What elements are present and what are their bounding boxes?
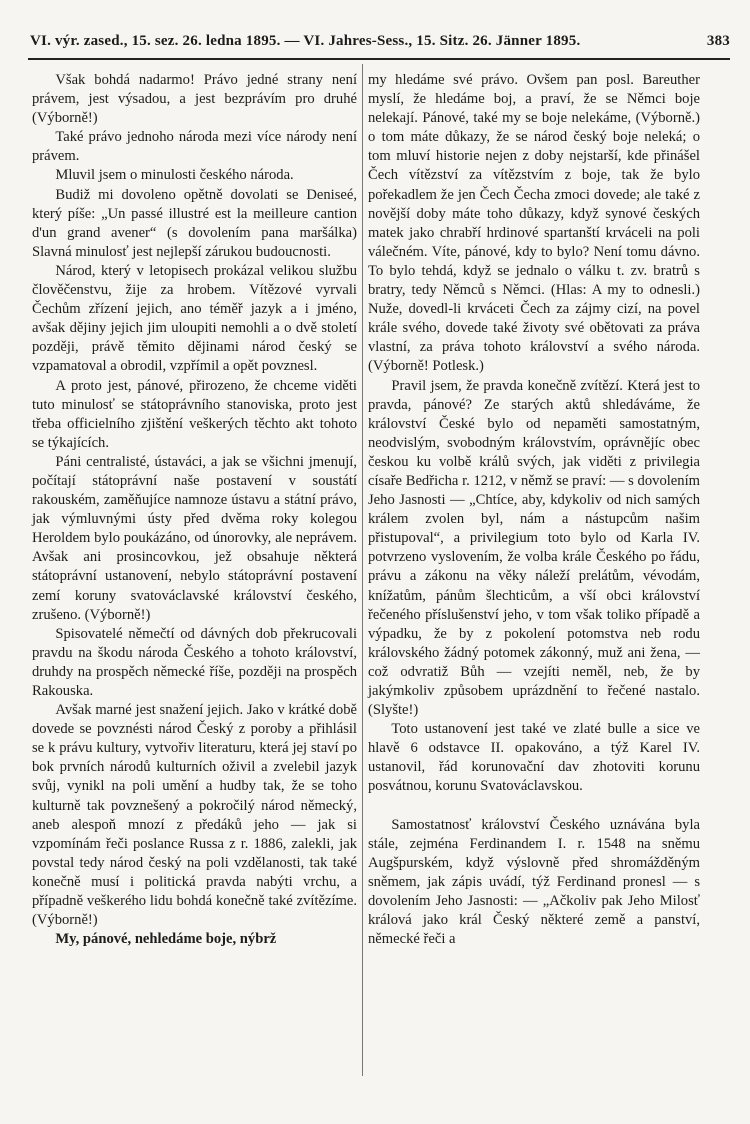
left-paragraph-10 — [32, 930, 357, 949]
left-paragraph-7: Páni centralisté, ústaváci, a jak se všichni jmenují, počítají státoprávní naše postavení v soustátí rakouském, zaměňujíce namnoze ústavu a státní právo, jak výmluvnými ústy před dvěma roky kolegou Heroldem bylo poukázáno, od únorovky, ale neprávem. Avšak ani prosincovkou, jež obsahuje některá státoprávní ustanovení, nebylo státoprávní postavení zemí koruny svatováclavské království českého, zrušeno. (Výborně!) — [32, 453, 357, 623]
running-header — [30, 33, 730, 59]
column-divider — [362, 64, 363, 1076]
left-paragraph-2: Také právo jednoho národa mezi více národy není právem. — [32, 129, 357, 165]
left-paragraph-8: Spisovatelé němečtí od dávných dob překrucovali pravdu na škodu národa Českého a tohoto království, druhdy na prospěch německé říše, později na prospěch Rakouska. — [32, 625, 357, 699]
right-paragraph-3: Toto ustanovení jest také ve zlaté bulle a sice ve hlavě 6 odstavce II. opakováno, a týž Karel IV. ustanovil, řád korunovační dav zhotoviti korunu posvátnou, korunu Svatováclavskou. — [368, 721, 700, 795]
left-column — [32, 71, 357, 949]
left-paragraph-9: Avšak marné jest snažení jejich. Jako v krátké době dovede se povznésti národ Český z poroby a přihlásil se k právu kultury, vytvořiv literaturu, která jej staví po bok prvních národů kulturních oživil a zvelebil jazyk svůj, vynikl na poli umění a hudby tak, že se toho kulturně tak povznešený a pokročilý národ německý, aneb alespoň mnozí z předáků jeho — jak si vzpomínám řeči poslance Russa z r. 1886, zalekli, jak povstal tedy národ český na poli vzdělanosti, tak také konečně musí i politická pravda nabýti vrchu, a případně veškerého lidu bohdá konečně také zvítězíme. (Výborně!) — [32, 702, 357, 929]
right-paragraph-2: Pravil jsem, že pravda konečně zvítězí. Která jest to pravda, pánové? Ze starých aktů shledáváme, že království České bylo od nepaměti samostatným, neodvislým, svobodným královstvím, oprávnějíc obec českou ku volbě králů svých, jak viděti z privilegia císaře Bedřicha r. 1212, v němž se praví: — s dovolením Jeho Jasnosti — „Chtíce, aby, kdykoliv od nich samých králem zvolen byl, nám a nástupcům našim přistupoval“, a privilegium toto bylo od Karla IV. potvrzeno vyslovením, že volba krále Českého po řádu, právu a zákonu na věky náleží prelátům, vévodám, knížatům, pánům šlechticům, a vší obci království řečeného příslušenství jeho, v tom však toliko případě a výpadku, že by z pokolení potomstva neb rodu královského žádný potomek zákonný, muž ani žena, — což odvratiž Bůh — vzejíti neměl, neb, že by jakýmkoliv způsobem uprázdnění to řečené nastalo. (Slyšte!) — [368, 377, 700, 719]
header-rule — [28, 58, 730, 60]
right-column — [368, 71, 700, 949]
right-paragraph-1: my hledáme své právo. Ovšem pan posl. Bareuther myslí, že hledáme boj, a praví, že se Němci boje nelekají. Pánové, také my se boje nelekáme, (Výborně.) o tom máte důkazy, že se národ český boje neleká; o tom mluví historie nejen z doby nejstarší, kde přinášel Čech vítězství za vítězstvím z boje, tak že bylo pořekadlem že jen Čech Čecha zmoci dovede; ale také z novější doby máte toho důkazy, když synové českých matek jako chrabří hrdinové spartanští krváceli na poli válečném. Víte, pánové, kdy to bylo? Není tomu dávno. To bylo tehdá, když se jednalo o válku t. zv. bratrů s bratry, tedy Němců s Němci. (Hlas: A my to odnesli.) Nuže, dovedl-li krváceti Čech za zájmy cizí, na povel krále svého, dovede také životy své obětovati za práva vlastní, za práva tohoto království a svého národa. (Výborně! Potlesk.) — [368, 72, 700, 375]
right-paragraph-4: Samostatnosť království Českého uznávána byla stále, zejména Ferdinandem I. r. 1548 na sněmu Augšpurském, když výslovně před shromážděným sněmem, jak zápis uvádí, týž Ferdinand pronesl — s dovolením Jeho Jasnosti: — „Ačkoliv pak Jeho Milosť králová jako král Český některé země a panství, německé řeči a — [368, 816, 700, 948]
left-paragraph-5: Národ, který v letopisech prokázal velikou službu člověčenstvu, žije za hrobem. Vítězové vyrvali Čechům zřízení jejich, ano téměř jazyk a i jméno, avšak dějiny jejich jim uloupiti nemohli a o dvě století později, právě těmito dějinami národ český se vzpamatoval a obrodil, vzpřímil a opět povznesl. — [32, 262, 357, 375]
left-paragraph-3: Mluvil jsem o minulosti českého národa. — [55, 167, 294, 184]
header-title: VI. výr. zased., 15. sez. 26. ledna 1895. — VI. Jahres-Sess., 15. Sitz. 26. Jänner 1895. — [30, 33, 581, 49]
left-paragraph-4: Budiž mi dovoleno opětně dovolati se Deniseé, který píše: „Un passé illustré est la meilleure cantion d'un grand avener“ (s dovolením pana maršálka) Slavná minulosť jest nejlepší zárukou budoucnosti. — [32, 186, 357, 260]
left-paragraph-1: Však bohdá nadarmo! Právo jedné strany není právem, jest výsadou, a jest bezprávím pro druhé (Výborně!) — [32, 72, 357, 127]
left-paragraph-6: A proto jest, pánové, přirozeno, že chceme viděti tuto minulosť se státoprávního stanoviska, proto jest třeba officielního zjištění veškerých těchto akt tohoto se týkajících. — [32, 377, 357, 451]
page-number: 383 — [706, 33, 730, 49]
left-paragraph-10-text: My, pánové, nehledáme boje, nýbrž — [55, 931, 277, 948]
